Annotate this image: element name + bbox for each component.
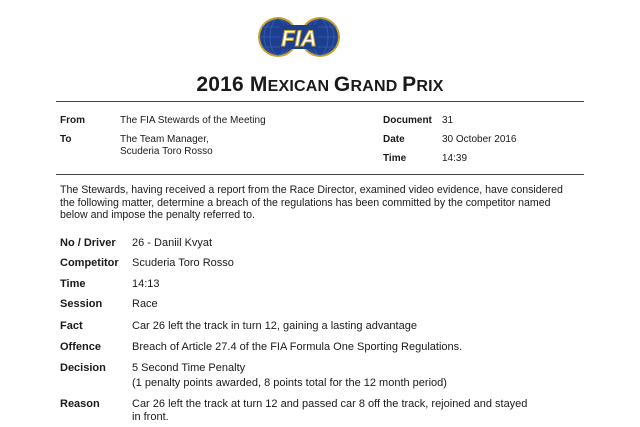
incident-time-label: Time [60,278,86,290]
driver-value: 26 - Daniil Kvyat [132,237,213,249]
decision-label: Decision [60,362,106,374]
date-label: Date [383,134,405,145]
offence-value: Breach of Article 27.4 of the FIA Formula One Sporting Regulations. [132,341,463,353]
reason-label: Reason [60,398,100,410]
competitor-value: Scuderia Toro Rosso [132,257,234,269]
title-part: G [333,73,351,96]
driver-label: No / Driver [60,237,116,249]
time-value: 14:39 [442,153,468,164]
intro-paragraph: The Stewards, having received a report from the Race Director, examined video evidence, have considered the following matter, determine a breach of the regulations has been committed by the competitor named below and impose the penalty referred to. [60,184,563,222]
from-label: From [60,115,85,126]
title-part: 2016 [196,73,250,96]
header-bottom-divider [56,174,584,175]
to-label: To [60,134,72,145]
incident-time-value: 14:13 [132,278,160,290]
decision-value-line2: (1 penalty points awarded, 8 points total for the 12 month period) [132,377,447,389]
page-title [0,73,640,97]
fact-label: Fact [60,320,83,332]
title-part: P [402,73,417,96]
title-part: M [249,73,268,96]
session-value: Race [132,298,158,310]
fia-logo [258,11,340,63]
title-part: RAND [350,78,403,95]
from-value: The FIA Stewards of the Meeting [120,115,266,126]
session-label: Session [60,298,103,310]
title-part: EXICAN [267,78,334,95]
reason-value: Car 26 left the track at turn 12 and passed car 8 off the track, rejoined and stayed in front. [132,398,528,423]
to-value-line2: Scuderia Toro Rosso [120,146,213,157]
offence-label: Offence [60,341,101,353]
title-part: RIX [416,78,444,95]
header-top-divider [56,101,584,102]
to-value-line1: The Team Manager, [120,134,209,145]
document-value: 31 [442,115,454,126]
fact-value: Car 26 left the track in turn 12, gaining a lasting advantage [132,320,417,332]
document-label: Document [383,115,432,126]
date-value: 30 October 2016 [442,134,517,145]
time-label: Time [383,153,407,164]
competitor-label: Competitor [60,257,119,269]
decision-value-line1: 5 Second Time Penalty [132,362,246,374]
fia-logo-text: FIA [281,26,317,51]
